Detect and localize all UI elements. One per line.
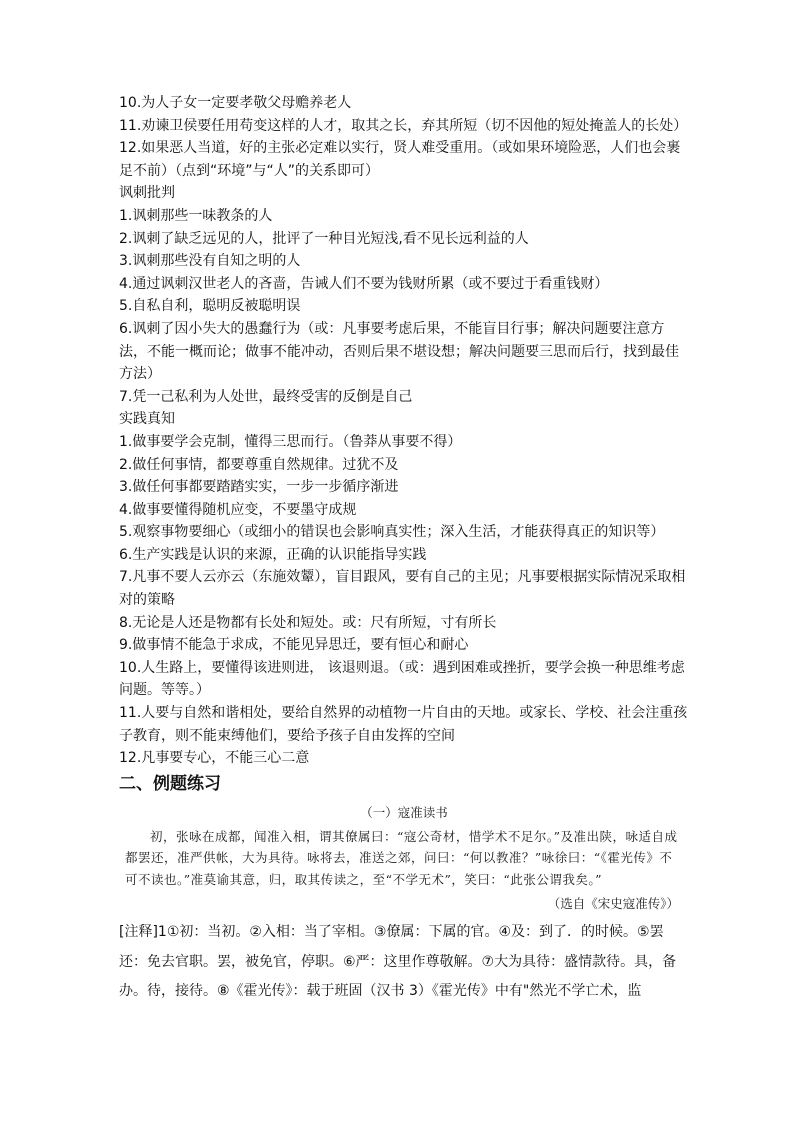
answer-line: 11.劝谏卫侯要任用苟变这样的人才，取其之长，弃其所短（切不因他的短处掩盖人的长处）: [119, 117, 688, 134]
category-heading: 讽刺批判: [119, 185, 175, 202]
excerpt-title: （一）寇准读书: [360, 804, 448, 820]
answer-line: 6.生产实践是认识的来源，正确的认识能指导实践: [119, 546, 427, 563]
answer-line: 3.做任何事都要踏踏实实，一步一步循序渐进: [119, 479, 399, 496]
excerpt-body: 初，张咏在成都，闻准入相，谓其僚属曰：“寇公奇材，惜学术不足尔。”及准出陕，咏适自成都罢还，准严供帐，大为具待。咏将去，准送之郊，问曰：“何以教准？”咏徐曰：“《霍光传》不可不读也。”准莫谕其意，归，取其传读之，至“不学无术”，笑曰：“此张公谓我矣。”: [125, 828, 678, 887]
answer-line: 9.做事情不能急于求成，不能见异思迁，要有恒心和耐心: [119, 637, 469, 654]
answer-line: 10.为人子女一定要孝敬父母赡养老人: [119, 95, 352, 111]
answer-line: 6.讽刺了因小失大的愚蠢行为（或：凡事要考虑后果，不能盲目行事；解决问题要注意方法，不能一概而论；做事不能冲动，否则后果不堪设想；解决问题要三思而后行，找到最佳方法）: [119, 320, 679, 383]
answer-line: 5.自私自利，聪明反被聪明误: [119, 298, 301, 315]
answer-line: 3.讽刺那些没有自知之明的人: [119, 253, 301, 270]
answer-line: 4.做事要懂得随机应变，不要墨守成规: [119, 501, 357, 518]
answer-line: 4.通过讽刺汉世老人的吝啬，告诫人们不要为钱财所累（或不要过于看重钱财）: [119, 275, 609, 292]
answer-line: 1.做事要学会克制，懂得三思而行。（鲁莽从事要不得）: [119, 433, 462, 450]
category-heading: 实践真知: [119, 411, 175, 428]
section-title: 二、例题练习: [119, 773, 221, 794]
classical-excerpt: [119, 802, 689, 915]
answer-line: 7.凭一己私利为人处世，最终受害的反倒是自己: [119, 388, 413, 405]
answer-line: 5.观察事物要细心（或细小的错误也会影响真实性；深入生活，才能获得真正的知识等）: [119, 524, 665, 541]
excerpt-source: （选自《宋史寇准传》）: [547, 895, 679, 911]
answer-line: 1.讽刺那些一味教条的人: [119, 207, 273, 224]
answer-line: 10.人生路上，要懂得该进则进， 该退则退。（或：遇到困难或挫折，要学会换一种思维考虑问题。等等。）: [119, 659, 685, 699]
annotation-notes: [注释]1①初：当初。②入相：当了宰相。③僚属：下属的官。④及：到了．的时候。⑤罢还：免去官职。罢，被免官，停职。⑥严：这里作尊敬解。⑦大为具待：盛情款待。具，备办。待，接待。⑧《霍光传》：载于班固（汉书 3）《霍光传》中有"然光不学亡术，监: [119, 924, 677, 1000]
answer-line: 2.讽刺了缺乏远见的人，批评了一种目光短浅,看不见长远利益的人: [119, 230, 529, 247]
answer-line: 7.凡事不要人云亦云（东施效颦），盲目跟风，要有自己的主见；凡事要根据实际情况采取相对的策略: [119, 569, 686, 609]
answer-line: 2.做任何事情，都要尊重自然规律。过犹不及: [119, 456, 399, 473]
answer-line: 12.凡事要专心，不能三心二意: [119, 750, 310, 767]
answer-line: 8.无论是人还是物都有长处和短处。或：尺有所短，寸有所长: [119, 614, 497, 631]
answer-line: 12.如果恶人当道，好的主张必定难以实行，贤人难受重用。（或如果环境险恶，人们也会裹足不前）（点到“环境”与“人”的关系即可）: [119, 140, 681, 179]
answer-line: 11.人要与自然和谐相处，要给自然界的动植物一片自由的天地。或家长、学校、社会注重孩子教育，则不能束缚他们，要给予孩子自由发挥的空间: [119, 705, 688, 744]
document-body: [119, 92, 689, 1007]
